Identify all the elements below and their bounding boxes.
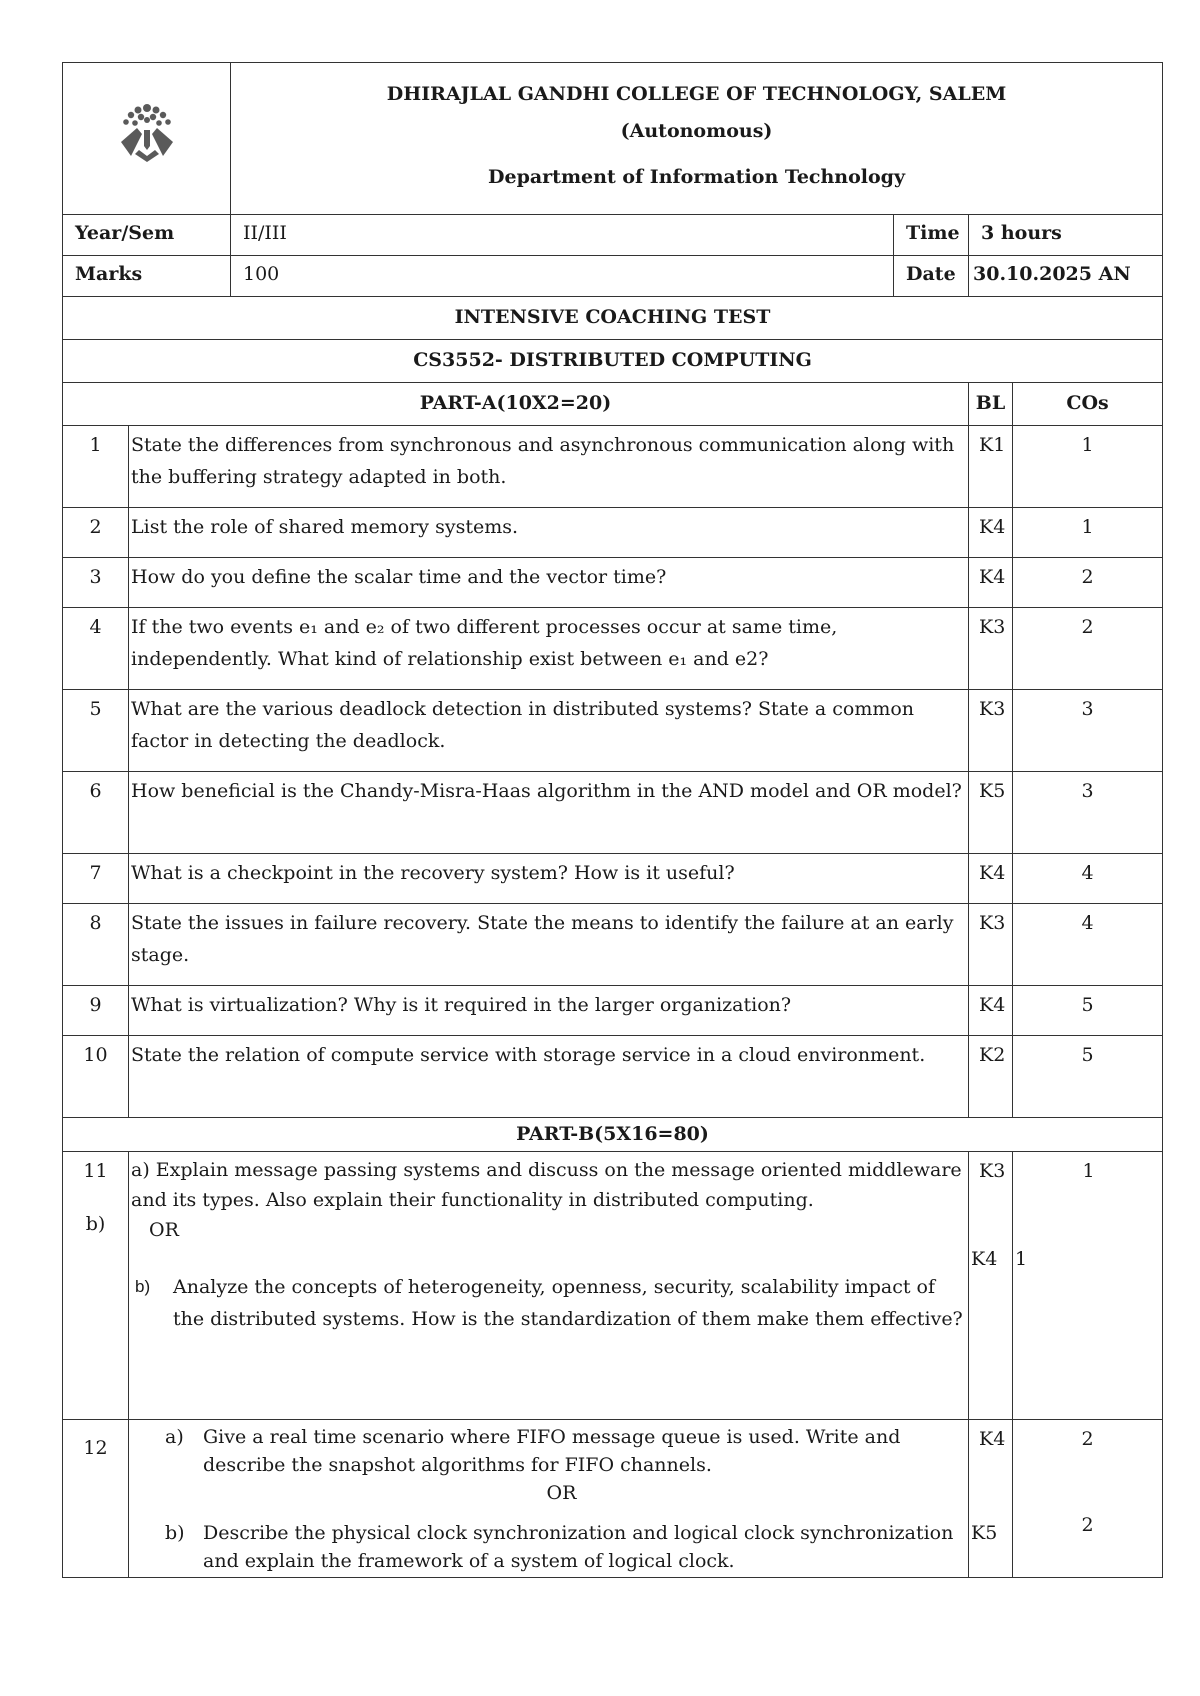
question-12b bbox=[161, 1519, 962, 1575]
question-11-row bbox=[63, 1152, 1163, 1420]
question-number: 5 bbox=[63, 690, 129, 772]
question-co: 2 bbox=[1013, 608, 1163, 690]
question-number: 7 bbox=[63, 854, 129, 904]
question-number: 9 bbox=[63, 986, 129, 1036]
question-11-or: OR bbox=[149, 1219, 179, 1241]
year-sem-row bbox=[63, 215, 1163, 256]
question-bl: K4 bbox=[969, 854, 1013, 904]
question-12-bl-cell bbox=[969, 1420, 1013, 1578]
question-12-or: OR bbox=[546, 1482, 577, 1504]
question-number: 4 bbox=[63, 608, 129, 690]
question-text: What are the various deadlock detection in distributed systems? State a common factor in detecting the deadlock. bbox=[129, 690, 969, 772]
question-11a-bl: K3 bbox=[979, 1160, 1006, 1182]
question-12a bbox=[161, 1423, 962, 1479]
exam-table bbox=[62, 62, 1163, 1578]
question-text: How beneficial is the Chandy-Misra-Haas algorithm in the AND model and OR model? bbox=[129, 772, 969, 854]
question-bl: K2 bbox=[969, 1036, 1013, 1118]
part-b-header-row bbox=[63, 1118, 1163, 1152]
question-12-co-cell bbox=[1013, 1420, 1163, 1578]
question-row bbox=[63, 986, 1163, 1036]
question-co: 2 bbox=[1013, 558, 1163, 608]
question-12b-label: b) bbox=[165, 1522, 185, 1544]
question-text: What is a checkpoint in the recovery system? How is it useful? bbox=[129, 854, 969, 904]
question-row bbox=[63, 904, 1163, 986]
college-title-cell bbox=[231, 63, 1163, 215]
time-label: Time bbox=[894, 215, 969, 256]
question-11a-co: 1 bbox=[1082, 1160, 1095, 1182]
question-number: 1 bbox=[63, 426, 129, 508]
question-co: 5 bbox=[1013, 1036, 1163, 1118]
question-11b-text: Analyze the concepts of heterogeneity, openness, security, scalability impact of the distributed systems. How is the standardization of them make them effective? bbox=[173, 1276, 963, 1330]
course-title: CS3552- DISTRIBUTED COMPUTING bbox=[63, 340, 1163, 383]
test-title: INTENSIVE COACHING TEST bbox=[63, 297, 1163, 340]
question-text: If the two events e₁ and e₂ of two different processes occur at same time, independently. What kind of relationship exist between e₁ and e2? bbox=[129, 608, 969, 690]
question-number: 3 bbox=[63, 558, 129, 608]
question-11b-label: b) bbox=[135, 1277, 151, 1296]
question-12a-co: 2 bbox=[1081, 1428, 1094, 1450]
college-name: DHIRAJLAL GANDHI COLLEGE OF TECHNOLOGY, SALEM bbox=[386, 83, 1007, 105]
question-paper bbox=[62, 62, 1162, 1578]
question-11b-co: 1 bbox=[1015, 1248, 1028, 1270]
question-co: 1 bbox=[1013, 508, 1163, 558]
college-header-row bbox=[63, 63, 1163, 215]
part-b-title: PART-B(5X16=80) bbox=[63, 1118, 1163, 1152]
year-sem-label: Year/Sem bbox=[63, 215, 231, 256]
department-name: Department of Information Technology bbox=[488, 166, 906, 188]
autonomous-label: (Autonomous) bbox=[620, 120, 773, 142]
question-co: 5 bbox=[1013, 986, 1163, 1036]
question-number: 8 bbox=[63, 904, 129, 986]
question-bl: K4 bbox=[969, 558, 1013, 608]
question-11-side-label: b) bbox=[85, 1213, 106, 1235]
marks-value: 100 bbox=[231, 256, 894, 297]
question-11-number: 11 bbox=[83, 1160, 108, 1182]
question-row bbox=[63, 1036, 1163, 1118]
question-text: What is virtualization? Why is it required in the larger organization? bbox=[129, 986, 969, 1036]
question-bl: K3 bbox=[969, 608, 1013, 690]
date-label: Date bbox=[894, 256, 969, 297]
question-co: 3 bbox=[1013, 772, 1163, 854]
question-12b-bl: K5 bbox=[971, 1522, 998, 1544]
question-co: 3 bbox=[1013, 690, 1163, 772]
question-12b-co: 2 bbox=[1081, 1514, 1094, 1536]
question-row bbox=[63, 558, 1163, 608]
question-text: State the differences from synchronous and asynchronous communication along with the buffering strategy adapted in both. bbox=[129, 426, 969, 508]
question-12-row bbox=[63, 1420, 1163, 1578]
question-row bbox=[63, 854, 1163, 904]
co-header: COs bbox=[1013, 383, 1163, 426]
question-11-text-cell bbox=[129, 1152, 969, 1420]
course-row bbox=[63, 340, 1163, 383]
question-co: 1 bbox=[1013, 426, 1163, 508]
question-bl: K5 bbox=[969, 772, 1013, 854]
question-row bbox=[63, 426, 1163, 508]
part-a-title: PART-A(10X2=20) bbox=[63, 383, 969, 426]
marks-row bbox=[63, 256, 1163, 297]
question-co: 4 bbox=[1013, 904, 1163, 986]
year-sem-value: II/III bbox=[231, 215, 894, 256]
part-a-header-row bbox=[63, 383, 1163, 426]
question-text: How do you define the scalar time and the vector time? bbox=[129, 558, 969, 608]
question-row bbox=[63, 508, 1163, 558]
question-12-number: 12 bbox=[63, 1420, 129, 1578]
time-value: 3 hours bbox=[969, 215, 1163, 256]
question-co: 4 bbox=[1013, 854, 1163, 904]
question-row bbox=[63, 608, 1163, 690]
question-number: 2 bbox=[63, 508, 129, 558]
date-value: 30.10.2025 AN bbox=[969, 256, 1163, 297]
college-logo-icon bbox=[111, 98, 183, 170]
question-12a-bl: K4 bbox=[979, 1428, 1006, 1450]
test-title-row bbox=[63, 297, 1163, 340]
question-text: State the issues in failure recovery. State the means to identify the failure at an early stage. bbox=[129, 904, 969, 986]
marks-label: Marks bbox=[63, 256, 231, 297]
question-number: 6 bbox=[63, 772, 129, 854]
question-12b-text: Describe the physical clock synchronization and logical clock synchronization and explain the framework of a system of logical clock. bbox=[203, 1522, 954, 1572]
bl-header: BL bbox=[969, 383, 1013, 426]
question-text: State the relation of compute service with storage service in a cloud environment. bbox=[129, 1036, 969, 1118]
question-row bbox=[63, 772, 1163, 854]
question-11-number-cell bbox=[63, 1152, 129, 1420]
question-11-co-cell bbox=[1013, 1152, 1163, 1420]
question-bl: K4 bbox=[969, 508, 1013, 558]
question-bl: K4 bbox=[969, 986, 1013, 1036]
question-bl: K1 bbox=[969, 426, 1013, 508]
logo-cell bbox=[63, 63, 231, 215]
question-bl: K3 bbox=[969, 904, 1013, 986]
question-11b-bl: K4 bbox=[971, 1248, 998, 1270]
question-12a-label: a) bbox=[165, 1426, 184, 1448]
question-bl: K3 bbox=[969, 690, 1013, 772]
question-number: 10 bbox=[63, 1036, 129, 1118]
question-12a-text: Give a real time scenario where FIFO message queue is used. Write and describe the snapshot algorithms for FIFO channels. bbox=[203, 1426, 901, 1476]
question-text: List the role of shared memory systems. bbox=[129, 508, 969, 558]
question-12-text-cell bbox=[129, 1420, 969, 1578]
question-11b bbox=[131, 1271, 966, 1335]
question-row bbox=[63, 690, 1163, 772]
question-11-bl-cell bbox=[969, 1152, 1013, 1420]
question-11a-text: a) Explain message passing systems and discuss on the message oriented middleware and its types. Also explain their functionality in distributed computing. bbox=[131, 1159, 962, 1211]
